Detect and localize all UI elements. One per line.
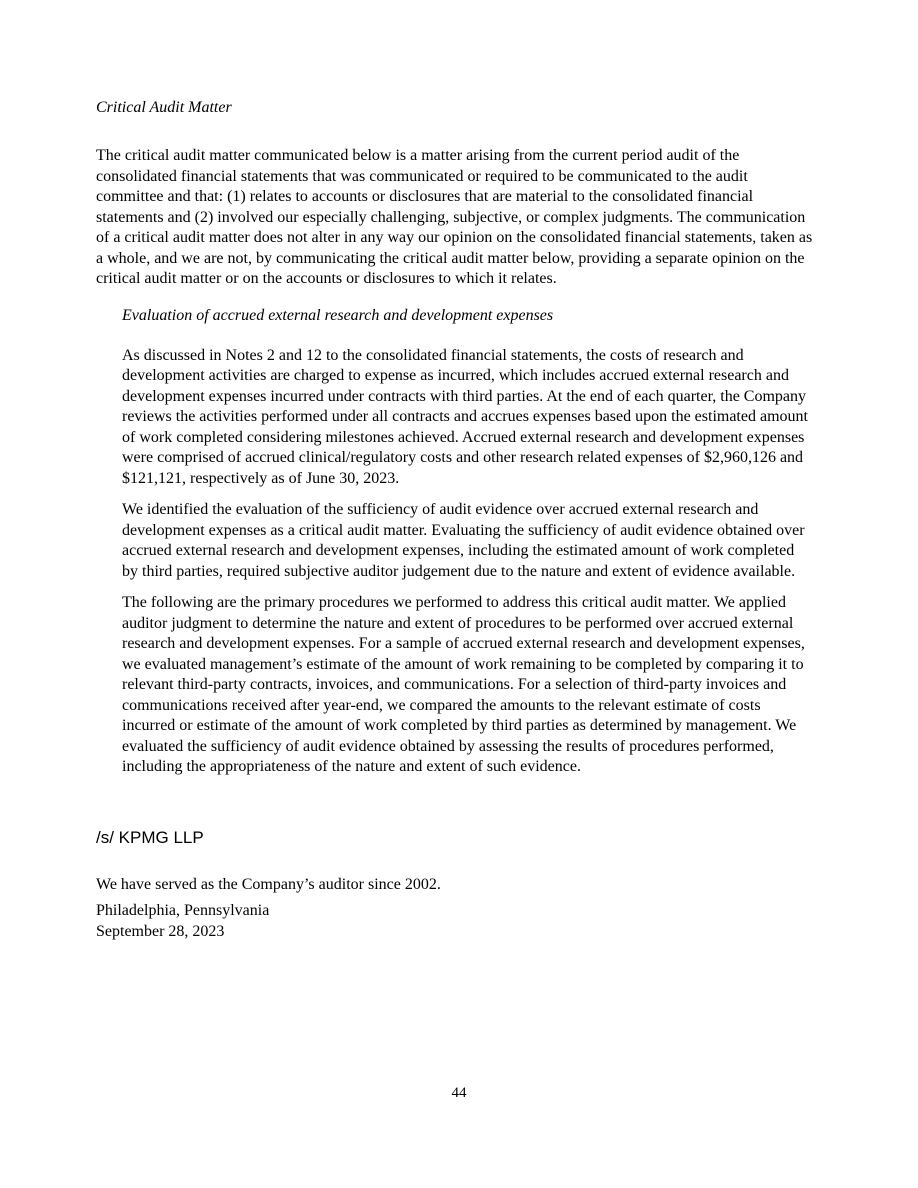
- section-heading-critical-audit-matter: Critical Audit Matter: [96, 99, 232, 116]
- auditor-tenure-line: We have served as the Company’s auditor since 2002.: [96, 875, 441, 893]
- date-line: September 28, 2023: [96, 923, 225, 940]
- intro-paragraph: The critical audit matter communicated below is a matter arising from the current period audit of the consolidated financial statements that was communicated or required to be communicated to the audit committee and that: (1) relates to accounts or disclosures that are material to the consolidated financial statements and (2) involved our especially challenging, subjective, or complex judgments. The communication of a critical audit matter does not alter in any way our opinion on the consolidated financial statements, taken as a whole, and we are not, by communicating the critical audit matter below, providing a separate opinion on the critical audit matter or on the accounts or disclosures to which it relates.: [96, 147, 813, 287]
- matter-paragraph-2: We identified the evaluation of the sufficiency of audit evidence over accrued external research and development expenses as a critical audit matter. Evaluating the sufficiency of audit evidence obtained over accrued external research and development expenses, including the estimated amount of work completed by third parties, required subjective auditor judgement due to the nature and extent of evidence available.: [122, 501, 805, 580]
- matter-subheading: Evaluation of accrued external research and development expenses: [122, 306, 554, 324]
- matter-paragraph-3: The following are the primary procedures we performed to address this critical audit matter. We applied auditor judgment to determine the nature and extent of procedures to be performed over accrued external research and development expenses. For a sample of accrued external research and development expenses, we evaluated management’s estimate of the amount of work remaining to be completed by comparing it to relevant third-party contracts, invoices, and communications. For a selection of third-party invoices and communications received after year-end, we compared the amounts to the relevant estimate of costs incurred or estimate of the amount of work completed by third parties as determined by management. We evaluated the sufficiency of audit evidence obtained by assessing the results of procedures performed, including the appropriateness of the nature and extent of such evidence.: [122, 594, 805, 775]
- matter-paragraph-1: As discussed in Notes 2 and 12 to the consolidated financial statements, the costs of research and development activities are charged to expense as incurred, which includes accrued external research and development expenses incurred under contracts with third parties. At the end of each quarter, the Company reviews the activities performed under all contracts and accrues expenses based upon the estimated amount of work completed considering milestones achieved. Accrued external research and development expenses were comprised of accrued clinical/regulatory costs and other research related expenses of $2,960,126 and $121,121, respectively as of June 30, 2023.: [122, 346, 808, 487]
- auditor-signature: /s/ KPMG LLP: [96, 827, 204, 847]
- location-line: Philadelphia, Pennsylvania: [96, 902, 270, 919]
- page-number: 44: [451, 1085, 467, 1101]
